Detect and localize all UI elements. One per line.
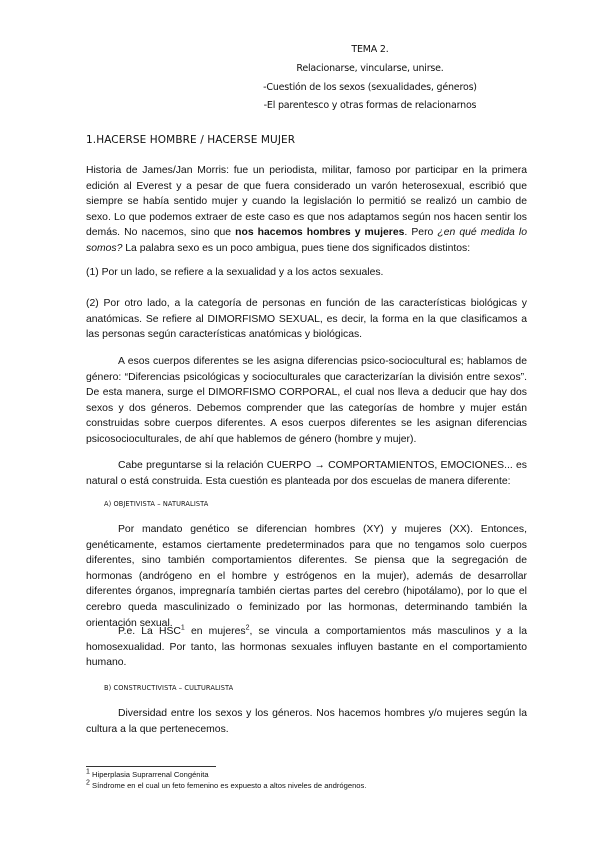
p4-text: A esos cuerpos diferentes se les asigna diferencias psico-sociocultural es; hablamos de género: “Diferencias psicológicas y socioculturales que caracterizarían la división entre sexos”. De esta manera, surge el DIMORFISMO CORPORAL, el cual nos lleva a deducir que hay dos sexos y dos géneros. Debemos comprender que las categorías de hombre y mujer están construidas sobre cuerpos diferentes. A esos cuerpos diferentes se les asignan diferencias psicosocioculturales, de ahí que hablemos de género (hombre y mujer). [86,356,527,445]
footnote-2-text: Síndrome en el cual un feto femenino es expuesto a altos niveles de andrógenos. [92,781,367,790]
p5-text: Cabe preguntarse si la relación CUERPO → COMPORTAMIENTOS, EMOCIONES... es natural o está construida. Esta cuestión es planteada por dos escuelas de manera diferente: [86,460,527,487]
p7-text-c: , se vincula a comportamientos más masculinos y a la homosexualidad. Por tanto, las hormonas sexuales influyen bastante en el comportamiento humano. [86,626,527,669]
header-line-2: -Cuestión de los sexos (sexualidades, géneros) [263,82,477,93]
p6-text: Por mandato genético se diferencian hombres (XY) y mujeres (XX). Entonces, genéticamente, estamos ciertamente predeterminados para que no tengamos solo cuerpos diferentes, sino también comportamientos diferentes. Se piensa que la segregación de hormonas (andrógeno en el hombre y estrógenos en la mujer), además de desarrollar diferentes órganos, impregnaría también ciertas partes del cerebro (hipotálamo), por lo que el cerebro queda masculinizado o feminizado por las hormonas, determinando también la orientación sexual. [86,524,527,629]
footnote-1 [86,770,209,780]
p1-text-a: Historia de James/Jan Morris: fue un periodista, militar, famoso por participar en la primera edición al Everest y a pesar de que fuera considerado un varón heterosexual, escribió que siempre se había sentido mujer y cuando la legislación lo permitió se realizó un cambio de sexo. Lo que podemos extraer de este caso es que nos adaptamos según nos hacen sentir los demás. No nacemos, sino que [86,165,527,239]
footnote-ref-2[interactable]: 2 [245,624,250,632]
footnote-1-mark: 1 [86,768,90,776]
footnote-divider [86,766,216,767]
p1-text-c: La palabra sexo es un poco ambigua, pues tiene dos significados distintos: [122,242,471,254]
p7-text-b: en mujeres [184,626,246,637]
footnote-2-mark: 2 [86,779,90,787]
p8-text: Diversidad entre los sexos y los géneros. Nos hacemos hombres y/o mujeres según la cultura a la que pertenecemos. [86,708,527,735]
paragraph-3 [86,296,527,343]
p3-text: (2) Por otro lado, a la categoría de personas en función de las características biológicas y anatómicas. Se refiere al DIMORFISMO SEXUAL, es decir, la forma en la que clasificamos a las personas según características anatómicas y biológicas. [86,298,527,341]
p2-text: (1) Por un lado, se refiere a la sexualidad y a los actos sexuales. [86,267,384,278]
p1-italic: ¿en qué medida lo somos? [86,227,527,254]
footnote-1-text: Hiperplasia Suprarrenal Congénita [92,770,209,779]
header-tema: TEMA 2. [351,44,389,55]
footnote-2 [86,781,366,791]
paragraph-6 [86,522,527,631]
paragraph-5 [86,458,527,489]
section-title: 1.HACERSE HOMBRE / HACERSE MUJER [86,134,296,146]
paragraph-4 [86,354,527,448]
p7-text-a: P.e. La HSC [118,626,181,637]
footnote-ref-1[interactable]: 1 [180,624,185,632]
p1-bold: nos hacemos hombres y mujeres [235,227,405,239]
paragraph-2 [86,265,527,281]
paragraph-7 [86,624,527,671]
paragraph-8 [86,706,527,737]
header-line-1: Relacionarse, vincularse, unirse. [296,63,444,74]
p1-text-b: . Pero [404,227,438,239]
subheading-b: B) CONSTRUCTIVISTA – CULTURALISTA [104,684,234,692]
subheading-a: A) OBJETIVISTA – NATURALISTA [104,500,209,508]
paragraph-1 [86,163,527,257]
header-line-3: -El parentesco y otras formas de relacionarnos [263,100,477,111]
